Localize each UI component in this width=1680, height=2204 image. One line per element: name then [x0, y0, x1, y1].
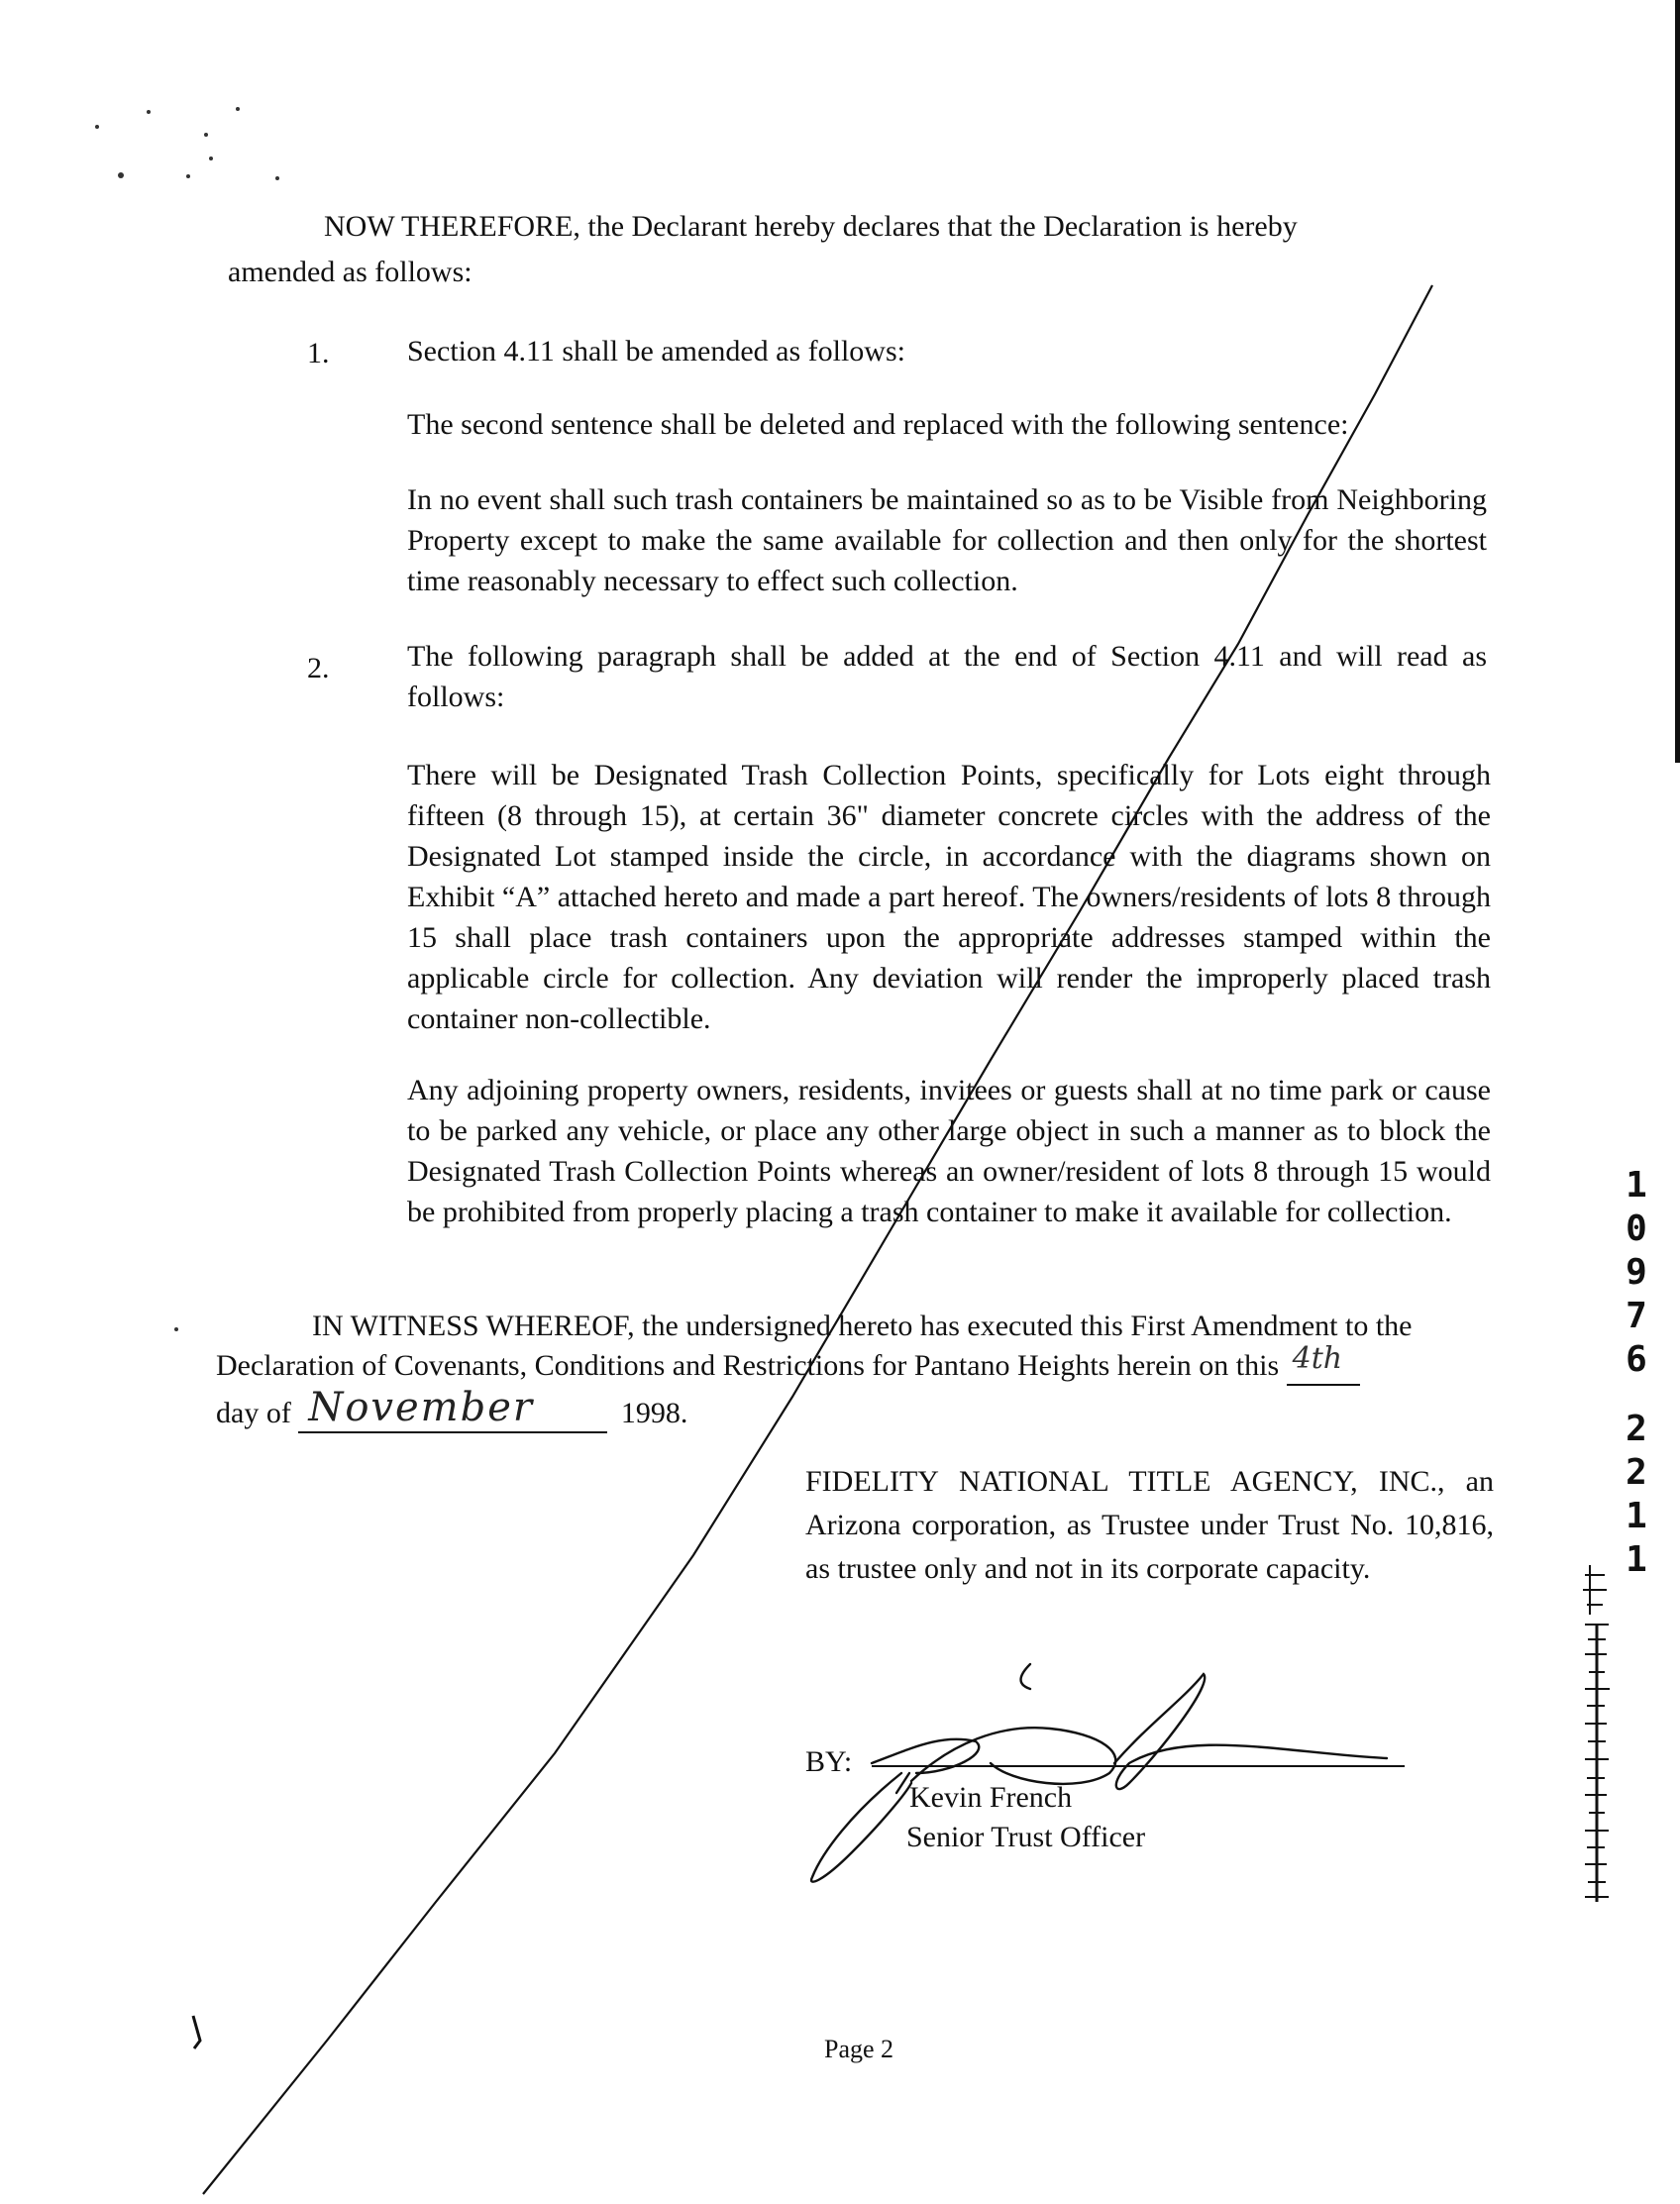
strike-tail-mark: [193, 2016, 200, 2048]
margin-digit: 1: [1626, 1539, 1647, 1580]
margin-digit: 2: [1626, 1409, 1647, 1449]
margin-digit: 1: [1626, 1165, 1647, 1206]
margin-digit: 9: [1626, 1252, 1647, 1293]
intro-line-1: NOW THEREFORE, the Declarant hereby declares that the Declaration is hereby: [324, 210, 1298, 243]
intro-line-2: amended as follows:: [228, 256, 472, 288]
witness-line-2-text: Declaration of Covenants, Conditions and Restrictions for Pantano Heights herein on this: [216, 1349, 1280, 1382]
trustee-block: FIDELITY NATIONAL TITLE AGENCY, INC., an Arizona corporation, as Trustee under Trust No. 10,816, as trustee only and not in its corporate capacity.: [805, 1465, 1494, 1585]
item-2-number: 2.: [307, 652, 330, 684]
witness-line-3: [216, 1385, 909, 1433]
day-blank: [1287, 1341, 1360, 1386]
margin-stamp-strip: [1583, 1565, 1610, 1902]
month-blank: [298, 1385, 607, 1433]
month-handwritten: November: [308, 1385, 534, 1430]
year-text: 1998.: [620, 1397, 688, 1429]
margin-recording-number: [1617, 1164, 1656, 1582]
margin-digit: 6: [1626, 1339, 1647, 1380]
day-handwritten: 4th: [1292, 1341, 1343, 1376]
witness-line-1: IN WITNESS WHEREOF, the undersigned hereto has executed this First Amendment to the: [312, 1310, 1413, 1342]
item-2-heading: The following paragraph shall be added at the end of Section 4.11 and will read as follows:: [407, 640, 1487, 713]
item-2-paragraph-2: Any adjoining property owners, residents, invitees or guests shall at no time park or cause to be parked any vehicle, or place any other large object in such a manner as to block the Designated Trash Collection Points whereas an owner/resident of lots 8 through 15 would be prohibited from properly placing a trash container to make it available for collection.: [407, 1074, 1491, 1228]
page-number: Page 2: [824, 2035, 894, 2063]
signatory-name: Kevin French: [909, 1781, 1073, 1814]
day-of-label: day of: [216, 1397, 291, 1429]
item-1-paragraph: In no event shall such trash containers be maintained so as to be Visible from Neighboring Property except to make the same available for collection and then only for the shortest time reasonably necessary to effect such collection.: [407, 483, 1487, 597]
signature-by-label: BY:: [805, 1745, 853, 1778]
item-2-paragraph-1: There will be Designated Trash Collection Points, specifically for Lots eight through fifteen (8 through 15), at certain 36" diameter concrete circles with the address of the Designated Lot stamped inside the circle, in accordance with the diagrams shown on Exhibit “A” attached hereto and made a part hereof. The owners/residents of lots 8 through 15 shall place trash containers upon the appropriate addresses stamped within the applicable circle for collection. Any deviation will render the improperly placed trash container non-collectible.: [407, 759, 1491, 1035]
margin-digit: 7: [1626, 1296, 1647, 1336]
witness-line-2: [216, 1341, 1504, 1386]
scan-edge-artifact: [1675, 0, 1680, 763]
signature-line: [872, 1765, 1405, 1767]
margin-digit: 0: [1626, 1208, 1647, 1249]
item-1-heading: Section 4.11 shall be amended as follows:: [407, 335, 905, 367]
margin-digit: 1: [1626, 1496, 1647, 1536]
item-1-subheading: The second sentence shall be deleted and replaced with the following sentence:: [407, 408, 1349, 441]
item-1-number: 1.: [307, 337, 330, 369]
signatory-title: Senior Trust Officer: [906, 1821, 1146, 1853]
margin-digit: 2: [1626, 1452, 1647, 1493]
